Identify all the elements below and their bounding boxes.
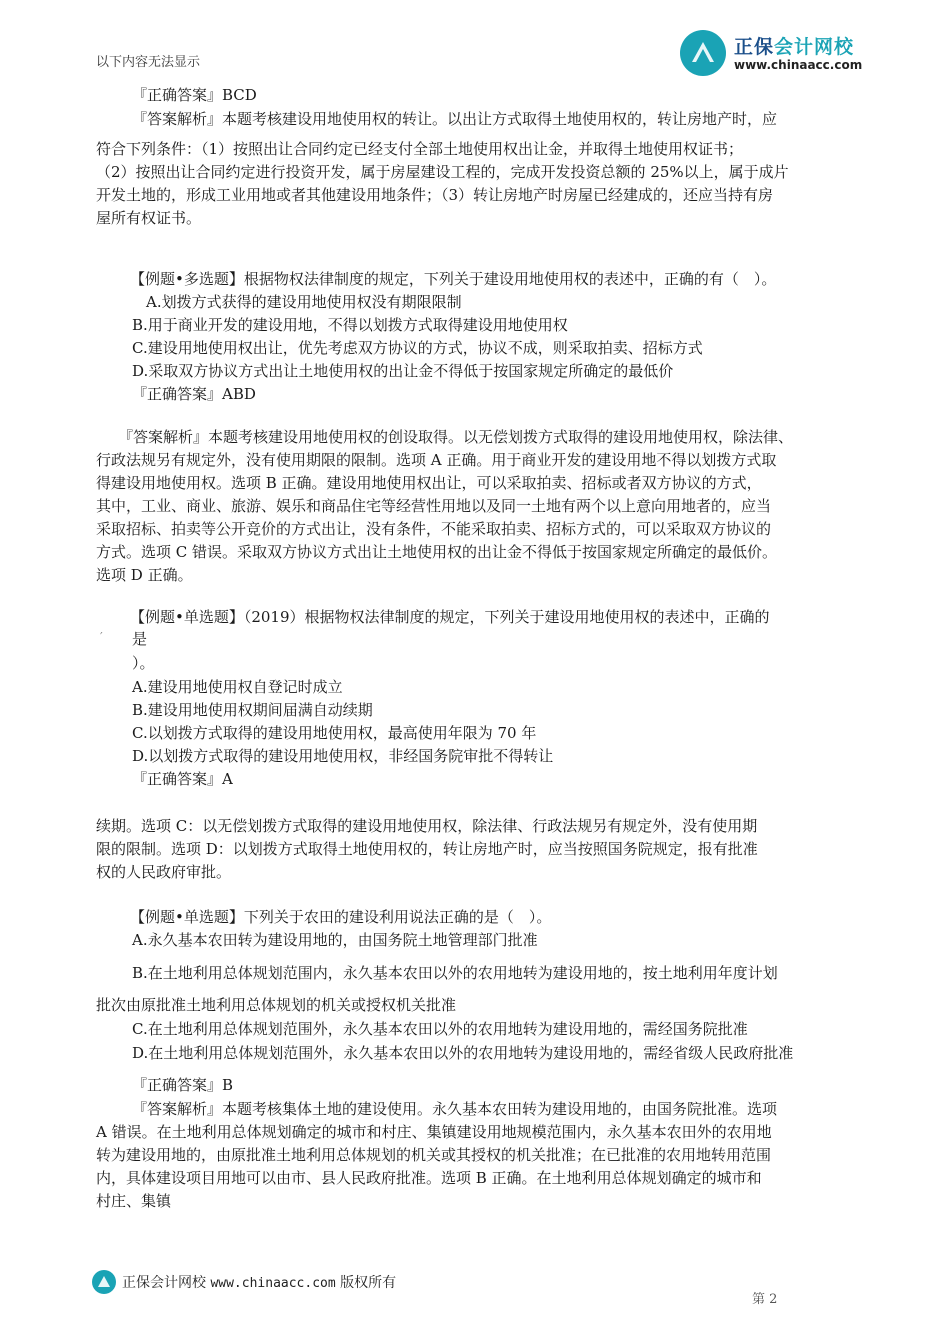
question-stem-end: ）。	[132, 654, 155, 672]
analysis-line: 内，具体建设项目用地可以由市、县人民政府批准。选项 B 正确。在土地利用总体规划确定的城市和	[96, 1169, 762, 1187]
analysis-line: 限的限制。选项 D：以划拨方式取得土地使用权的，转让房地产时，应当按照国务院规定，报有批准	[96, 840, 758, 858]
answer: 『正确答案』B	[132, 1076, 234, 1094]
option: D.以划拨方式取得的建设用地使用权，非经国务院审批不得转让	[132, 747, 554, 765]
cut-answer-line: 『正确答案』BCD	[132, 86, 257, 104]
paragraph-line: （2）按照出让合同约定进行投资开发，属于房屋建设工程的，完成开发投资总额的 25%以上，属于成片	[96, 163, 789, 181]
logo	[680, 30, 880, 80]
logo-url: www.chinaacc.com	[734, 58, 863, 72]
question-stem: 【例题•单选题】（2019）根据物权法律制度的规定，下列关于建设用地使用权的表述中，正确的	[130, 608, 770, 626]
margin-mark: ′	[100, 630, 103, 644]
analysis-line: 『答案解析』本题考核建设用地使用权的创设取得。以无偿划拨方式取得的建设用地使用权，除法律、	[118, 428, 794, 446]
page-number: 第 2	[752, 1292, 778, 1307]
question-stem-cont: 是	[132, 630, 148, 648]
answer: 『正确答案』ABD	[132, 385, 256, 403]
footer	[92, 1268, 852, 1307]
paragraph-line: 符合下列条件：（1）按照出让合同约定已经支付全部土地使用权出让金，并取得土地使用权证书；	[96, 140, 744, 158]
question-stem: 【例题•多选题】根据物权法律制度的规定，下列关于建设用地使用权的表述中，正确的有（ ）。	[130, 270, 777, 288]
cut-analysis-line: 『答案解析』本题考核建设用地使用权的转让。以出让方式取得土地使用权的，转让房地产时，应	[132, 110, 778, 128]
option: C.建设用地使用权出让，优先考虑双方协议的方式，协议不成，则采取拍卖、招标方式	[132, 339, 703, 357]
analysis-line: 采取招标、拍卖等公开竞价的方式出让，没有条件，不能采取拍卖、招标方式的，可以采取双方协议的	[96, 520, 772, 538]
paragraph-line: 开发土地的，形成工业用地或者其他建设用地条件；（3）转让房地产时房屋已经建成的，还应当持有房	[96, 186, 774, 204]
paragraph-line: 屋所有权证书。	[96, 209, 202, 227]
analysis-line: 权的人民政府审批。	[96, 863, 232, 881]
question-stem: 【例题•单选题】下列关于农田的建设利用说法正确的是（ ）。	[130, 908, 552, 926]
cut-off-line: 以下内容无法显示	[96, 55, 201, 70]
cut-option: C.在土地利用总体规划范围外，永久基本农田以外的农用地转为建设用地的，需经国务院批准	[132, 1020, 748, 1038]
option: B.用于商业开发的建设用地，不得以划拨方式取得建设用地使用权	[132, 316, 568, 334]
analysis-line: 村庄、集镇	[96, 1192, 172, 1210]
option: B.建设用地使用权期间届满自动续期	[132, 701, 373, 719]
answer: 『正确答案』A	[132, 770, 233, 788]
analysis-line: 『答案解析』本题考核集体土地的建设使用。永久基本农田转为建设用地的，由国务院批准。选项	[132, 1100, 778, 1118]
logo-name: 正保会计网校	[734, 36, 855, 58]
analysis-line: A 错误。在土地利用总体规划确定的城市和村庄、集镇建设用地规模范围内，永久基本农田外的农用地	[96, 1123, 772, 1141]
analysis-line: 方式。选项 C 错误。采取双方协议方式出让土地使用权的出让金不得低于按国家规定所确定的最低价。	[96, 543, 778, 561]
cut-option: D.在土地利用总体规划范围外，永久基本农田以外的农用地转为建设用地的，需经省级人民政府批准	[132, 1044, 794, 1062]
analysis-line: 续期。选项 C：以无偿划拨方式取得的建设用地使用权，除法律、行政法规另有规定外，没有使用期	[96, 817, 758, 835]
footer-text: 正保会计网校 www.chinaacc.com 版权所有	[122, 1275, 397, 1291]
footer-logo-icon	[92, 1270, 116, 1294]
option: D.采取双方协议方式出让土地使用权的出让金不得低于按国家规定所确定的最低价	[132, 362, 674, 380]
option: A.建设用地使用权自登记时成立	[132, 678, 343, 696]
analysis-line: 其中，工业、商业、旅游、娱乐和商品住宅等经营性用地以及同一土地有两个以上意向用地者的，应当	[96, 497, 772, 515]
analysis-line: 行政法规另有规定外，没有使用期限的限制。选项 A 正确。用于商业开发的建设用地不得以划拨方式取	[96, 451, 777, 469]
option: A.永久基本农田转为建设用地的，由国务院土地管理部门批准	[132, 931, 538, 949]
analysis-line: 选项 D 正确。	[96, 566, 193, 584]
option: C.以划拨方式取得的建设用地使用权，最高使用年限为 70 年	[132, 724, 537, 742]
logo-icon	[680, 30, 726, 76]
analysis-line: 转为建设用地的，由原批准土地利用总体规划的机关或其授权的机关批准；在已批准的农用地转用范围	[96, 1146, 772, 1164]
analysis-line: 得建设用地使用权。选项 B 正确。建设用地使用权出让，可以采取拍卖、招标或者双方协议的方式，	[96, 474, 762, 492]
cut-option: B.在土地利用总体规划范围内，永久基本农田以外的农用地转为建设用地的，按土地利用年度计划	[132, 964, 778, 982]
option-cont: 批次由原批准土地利用总体规划的机关或授权机关批准	[96, 996, 457, 1014]
option: A.划拨方式获得的建设用地使用权没有期限限制	[146, 293, 462, 311]
